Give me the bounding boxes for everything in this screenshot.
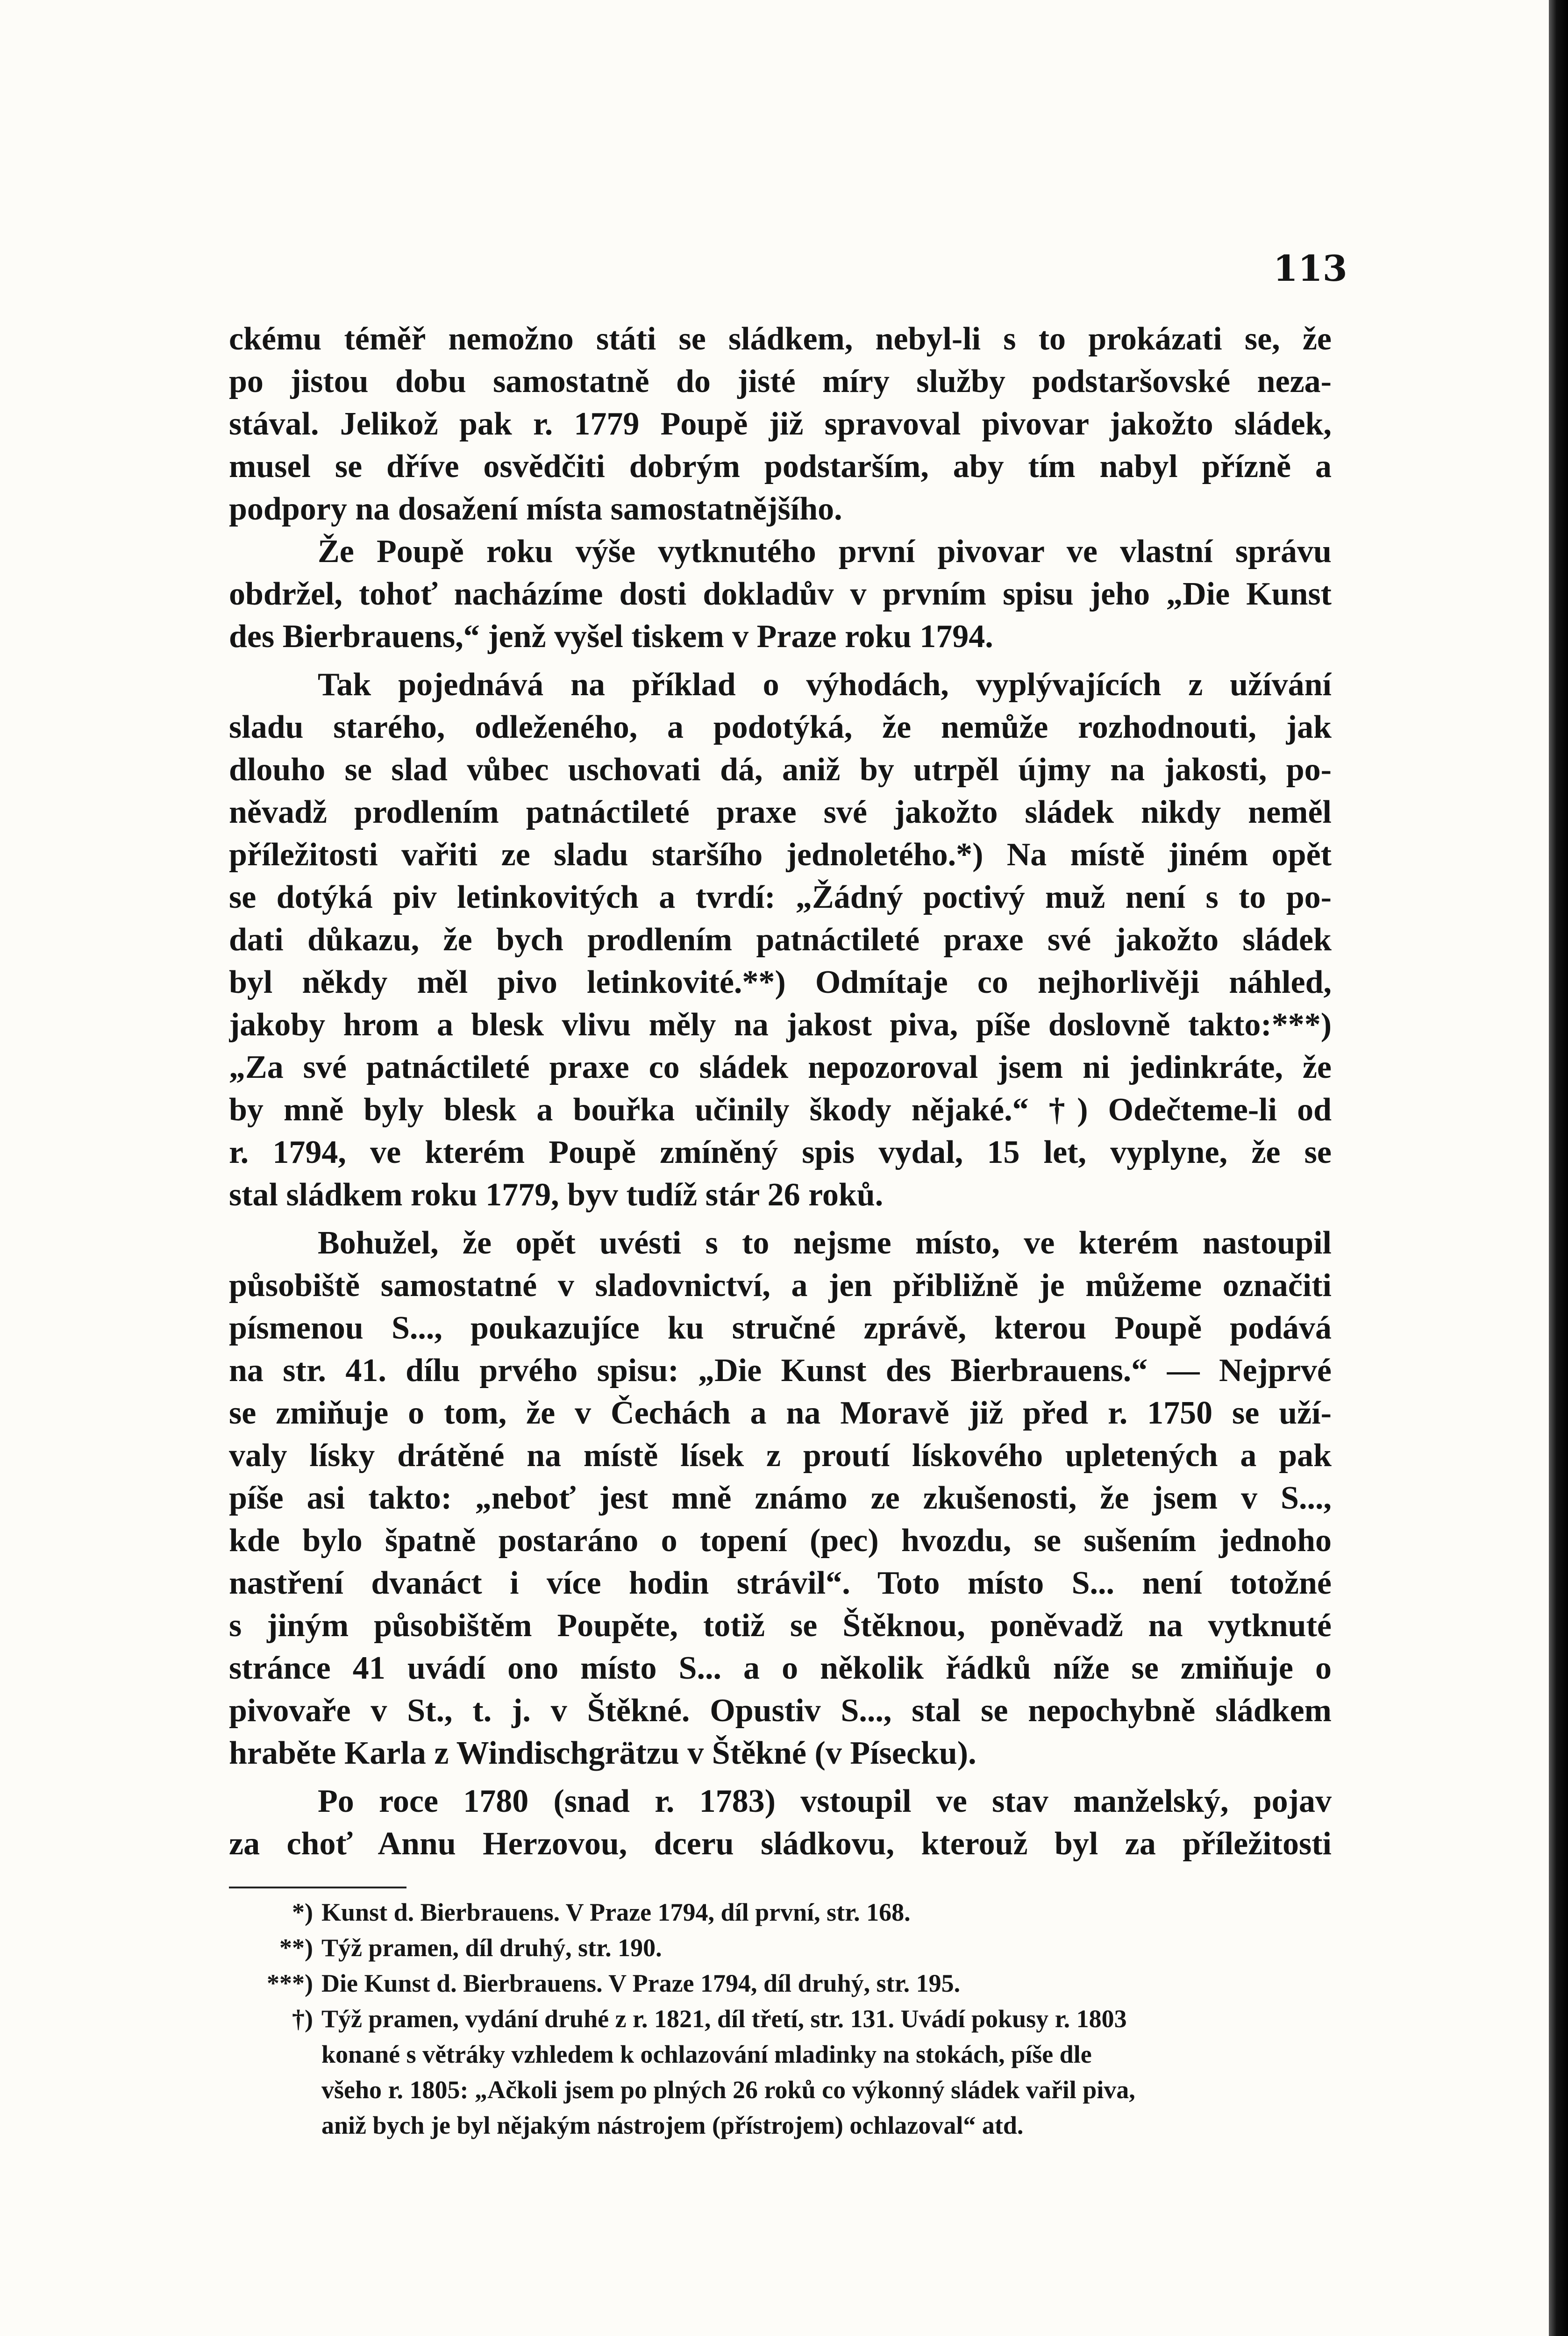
- paragraph-start-line: Po roce 1780 (snad r. 1783) vstoupil ve stav manželský, pojav: [318, 1783, 1332, 1819]
- body-text: [229, 318, 1332, 1865]
- paragraph-start-line: Tak pojednává na příklad o výhodách, vyplývajících z užívání: [318, 667, 1332, 703]
- text-line: dlouho se slad vůbec uschovati dá, aniž by utrpěl újmy na jakosti, po-: [229, 752, 1332, 788]
- text-line: kde bylo špatně postaráno o topení (pec) hvozdu, se sušením jednoho: [229, 1523, 1332, 1559]
- text-line: r. 1794, ve kterém Poupě zmíněný spis vydal, 15 let, vyplyne, že se: [229, 1134, 1332, 1170]
- text-line: „Za své patnáctileté praxe co sládek nepozoroval jsem ni jedinkráte, že: [229, 1049, 1332, 1085]
- text-line: příležitosti vařiti ze sladu staršího jednoletého.*) Na místě jiném opět: [229, 837, 1332, 873]
- text-line: jakoby hrom a blesk vlivu měly na jakost piva, píše doslovně takto:***): [229, 1007, 1332, 1043]
- text-line: stránce 41 uvádí ono místo S... a o několik řádků níže se zmiňuje o: [229, 1650, 1332, 1686]
- text-line: působiště samostatné v sladovnictví, a jen přibližně je můžeme označiti: [229, 1268, 1332, 1303]
- footnote-text: Kunst d. Bierbrauens. V Praze 1794, díl první, str. 168.: [321, 1898, 911, 1926]
- footnote-text: Týž pramen, vydání druhé z r. 1821, díl třetí, str. 131. Uvádí pokusy r. 1803: [321, 2005, 1127, 2033]
- text-line: písmenou S..., poukazujíce ku stručné zprávě, kterou Poupě podává: [229, 1310, 1332, 1346]
- text-line: ckému téměř nemožno státi se sládkem, nebyl-li s to prokázati se, že: [229, 321, 1332, 357]
- text-line: za choť Annu Herzovou, dceru sládkovu, kterouž byl za příležitosti: [229, 1826, 1332, 1862]
- footnote-text: Týž pramen, díl druhý, str. 190.: [321, 1934, 662, 1962]
- footnote-marker: **): [279, 1934, 313, 1962]
- text-line: musel se dříve osvědčiti dobrým podstarším, aby tím nabyl přízně a: [229, 449, 1332, 484]
- text-line: stal sládkem roku 1779, byv tudíž stár 26 roků.: [229, 1177, 884, 1213]
- text-line: sladu starého, odleženého, a podotýká, že nemůže rozhodnouti, jak: [229, 709, 1332, 745]
- footnote-divider: [229, 1887, 406, 1888]
- text-line: valy lísky drátěné na místě lísek z proutí lískového upletených a pak: [229, 1438, 1332, 1474]
- footnote-continuation: konané s větráky vzhledem k ochlazování mladinky na stokách, píše dle: [321, 2040, 1092, 2068]
- text-line: na str. 41. dílu prvého spisu: „Die Kunst des Bierbrauens.“ — Nejprvé: [229, 1353, 1332, 1389]
- footnote-text: Die Kunst d. Bierbrauens. V Praze 1794, díl druhý, str. 195.: [321, 1969, 961, 1997]
- footnote-marker: †): [292, 2005, 313, 2033]
- text-line: obdržel, tohoť nacházíme dosti dokladův v prvním spisu jeho „Die Kunst: [229, 576, 1332, 612]
- text-line: by mně byly blesk a bouřka učinily škody nějaké.“ †) Odečteme-li od: [229, 1092, 1332, 1128]
- text-line: pivovaře v St., t. j. v Štěkné. Opustiv S..., stal se nepochybně sládkem: [229, 1693, 1332, 1729]
- text-line: nastření dvanáct i více hodin strávil“. Toto místo S... není totožné: [229, 1565, 1332, 1601]
- text-line: podpory na dosažení místa samostatnějšího.: [229, 491, 842, 527]
- footnote: [229, 1930, 1332, 1966]
- text-line: po jistou dobu samostatně do jisté míry služby podstaršovské neza-: [229, 363, 1332, 399]
- paragraph-start-line: Že Poupě roku výše vytknutého první pivovar ve vlastní správu: [318, 534, 1332, 570]
- text-line: se dotýká piv letinkovitých a tvrdí: „Žádný poctivý muž není s to po-: [229, 879, 1332, 915]
- text-line: des Bierbrauens,“ jenž vyšel tiskem v Praze roku 1794.: [229, 619, 993, 655]
- footnote-marker: *): [292, 1898, 313, 1926]
- footnote-continuation: aniž bych je byl nějakým nástrojem (přístrojem) ochlazoval“ atd.: [321, 2111, 1024, 2139]
- text-line: s jiným působištěm Poupěte, totiž se Štěknou, poněvadž na vytknuté: [229, 1608, 1332, 1644]
- text-line: dati důkazu, že bych prodlením patnáctileté praxe své jakožto sládek: [229, 922, 1332, 958]
- text-line: se zmiňuje o tom, že v Čechách a na Moravě již před r. 1750 se uží-: [229, 1395, 1332, 1431]
- footnote-marker: ***): [267, 1969, 313, 1997]
- text-line: byl někdy měl pivo letinkovité.**) Odmítaje co nejhorlivěji náhled,: [229, 964, 1332, 1000]
- text-line: stával. Jelikož pak r. 1779 Poupě již spravoval pivovar jakožto sládek,: [229, 406, 1332, 442]
- footnotes: [229, 1894, 1332, 2143]
- footnote: [229, 1894, 1332, 1930]
- text-line: hraběte Karla z Windischgrätzu v Štěkné (v Písecku).: [229, 1735, 976, 1771]
- footnote: [229, 2001, 1332, 2037]
- footnote-continuation: všeho r. 1805: „Ačkoli jsem po plných 26 roků co výkonný sládek vařil piva,: [321, 2076, 1135, 2104]
- text-line: něvadž prodlením patnáctileté praxe své jakožto sládek nikdy neměl: [229, 794, 1332, 830]
- paragraph-start-line: Bohužel, že opět uvésti s to nejsme místo, ve kterém nastoupil: [318, 1225, 1332, 1261]
- text-line: píše asi takto: „neboť jest mně známo ze zkušenosti, že jsem v S...,: [229, 1480, 1332, 1516]
- book-spine-edge: [1549, 0, 1568, 2336]
- footnote: [229, 1966, 1332, 2001]
- page-number: 113: [1273, 248, 1347, 289]
